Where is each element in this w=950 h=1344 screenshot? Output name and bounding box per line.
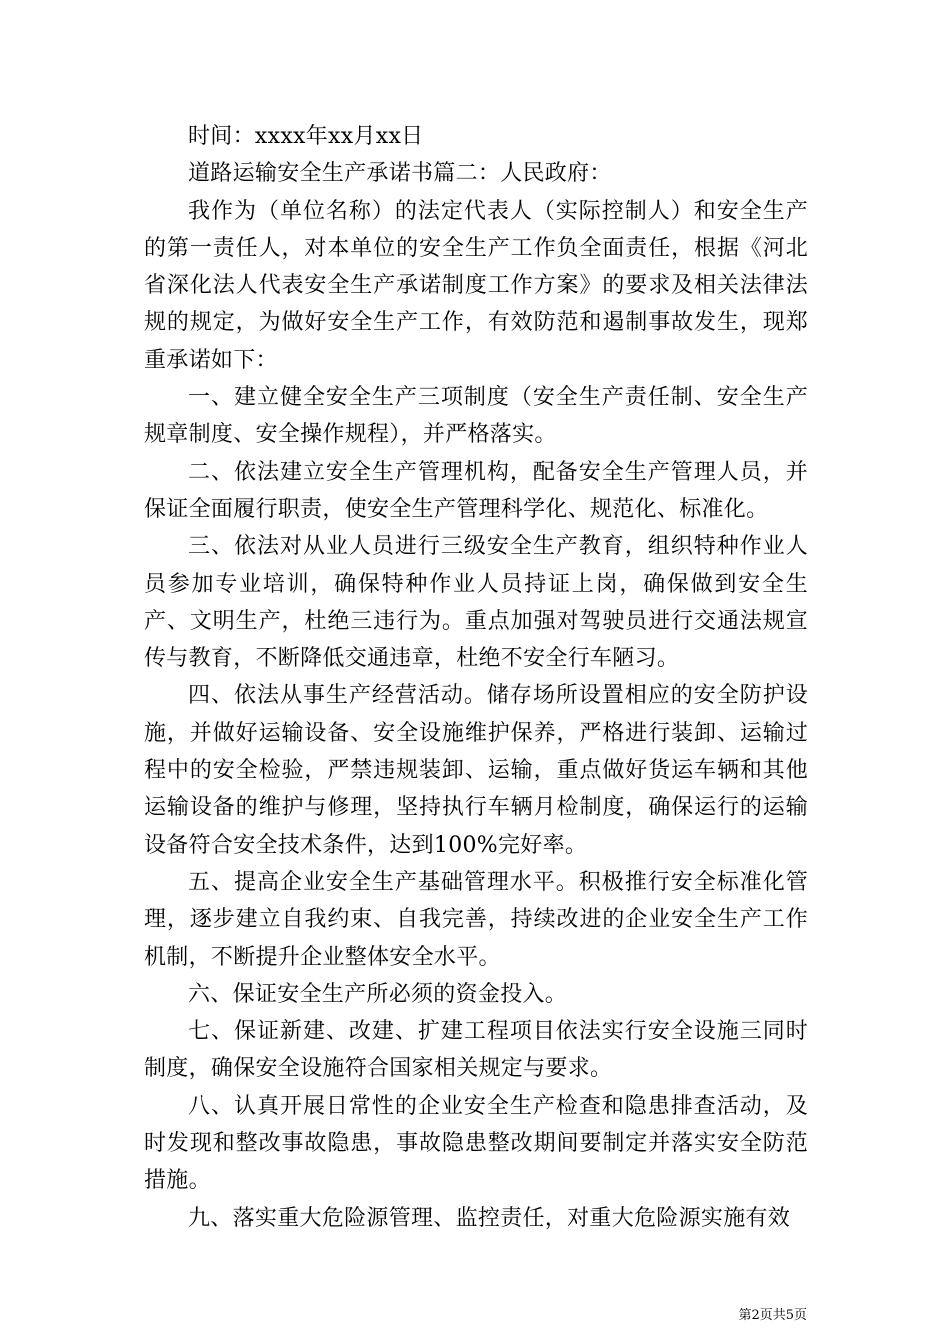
intro-paragraph: 我作为（单位名称）的法定代表人（实际控制人）和安全生产的第一责任人，对本单位的安全生产工作负全面责任，根据《河北省深化法人代表安全生产承诺制度工作方案》的要求及相关法律法规的规定，为做好安全生产工作，有效防范和遏制事故发生，现郑重承诺如下：	[144, 198, 808, 373]
commitment-item-2: 二、依法建立安全生产管理机构，配备安全生产管理人员，并保证全面履行职责，使安全生产管理科学化、规范化、标准化。	[144, 459, 808, 522]
commitment-item-3: 三、依法对从业人员进行三级安全生产教育，组织特种作业人员参加专业培训，确保特种作业人员持证上岗，确保做到安全生产、文明生产，杜绝三违行为。重点加强对驾驶员进行交通法规宣传与教育，不断降低交通违章，杜绝不安全行车陋习。	[144, 534, 808, 672]
commitment-item-9: 九、落实重大危险源管理、监控责任，对重大危险源实施有效	[188, 1205, 791, 1231]
document-body	[144, 118, 808, 1237]
page-number: 第2页共5页	[738, 1308, 807, 1323]
time-line: 时间：xxxx年xx月xx日	[188, 124, 424, 149]
section-title: 道路运输安全生产承诺书篇二：人民政府：	[188, 161, 612, 187]
commitment-item-1: 一、建立健全安全生产三项制度（安全生产责任制、安全生产规章制度、安全操作规程），并严格落实。	[144, 385, 808, 448]
commitment-item-6: 六、保证安全生产所必须的资金投入。	[188, 981, 568, 1007]
page-footer	[0, 1304, 950, 1325]
commitment-item-8: 八、认真开展日常性的企业安全生产检查和隐患排查活动，及时发现和整改事故隐患，事故隐患整改期间要制定并落实安全防范措施。	[144, 1093, 808, 1194]
commitment-item-4: 四、依法从事生产经营活动。储存场所设置相应的安全防护设施，并做好运输设备、安全设施维护保养，严格进行装卸、运输过程中的安全检验，严禁违规装卸、运输，重点做好货运车辆和其他运输设备的维护与修理，坚持执行车辆月检制度，确保运行的运输设备符合安全技术条件，达到100%完好率。	[144, 683, 808, 858]
commitment-item-7: 七、保证新建、改建、扩建工程项目依法实行安全设施三同时制度，确保安全设施符合国家相关规定与要求。	[144, 1019, 808, 1082]
commitment-item-5: 五、提高企业安全生产基础管理水平。积极推行安全标准化管理，逐步建立自我约束、自我完善，持续改进的企业安全生产工作机制，不断提升企业整体安全水平。	[144, 869, 808, 970]
